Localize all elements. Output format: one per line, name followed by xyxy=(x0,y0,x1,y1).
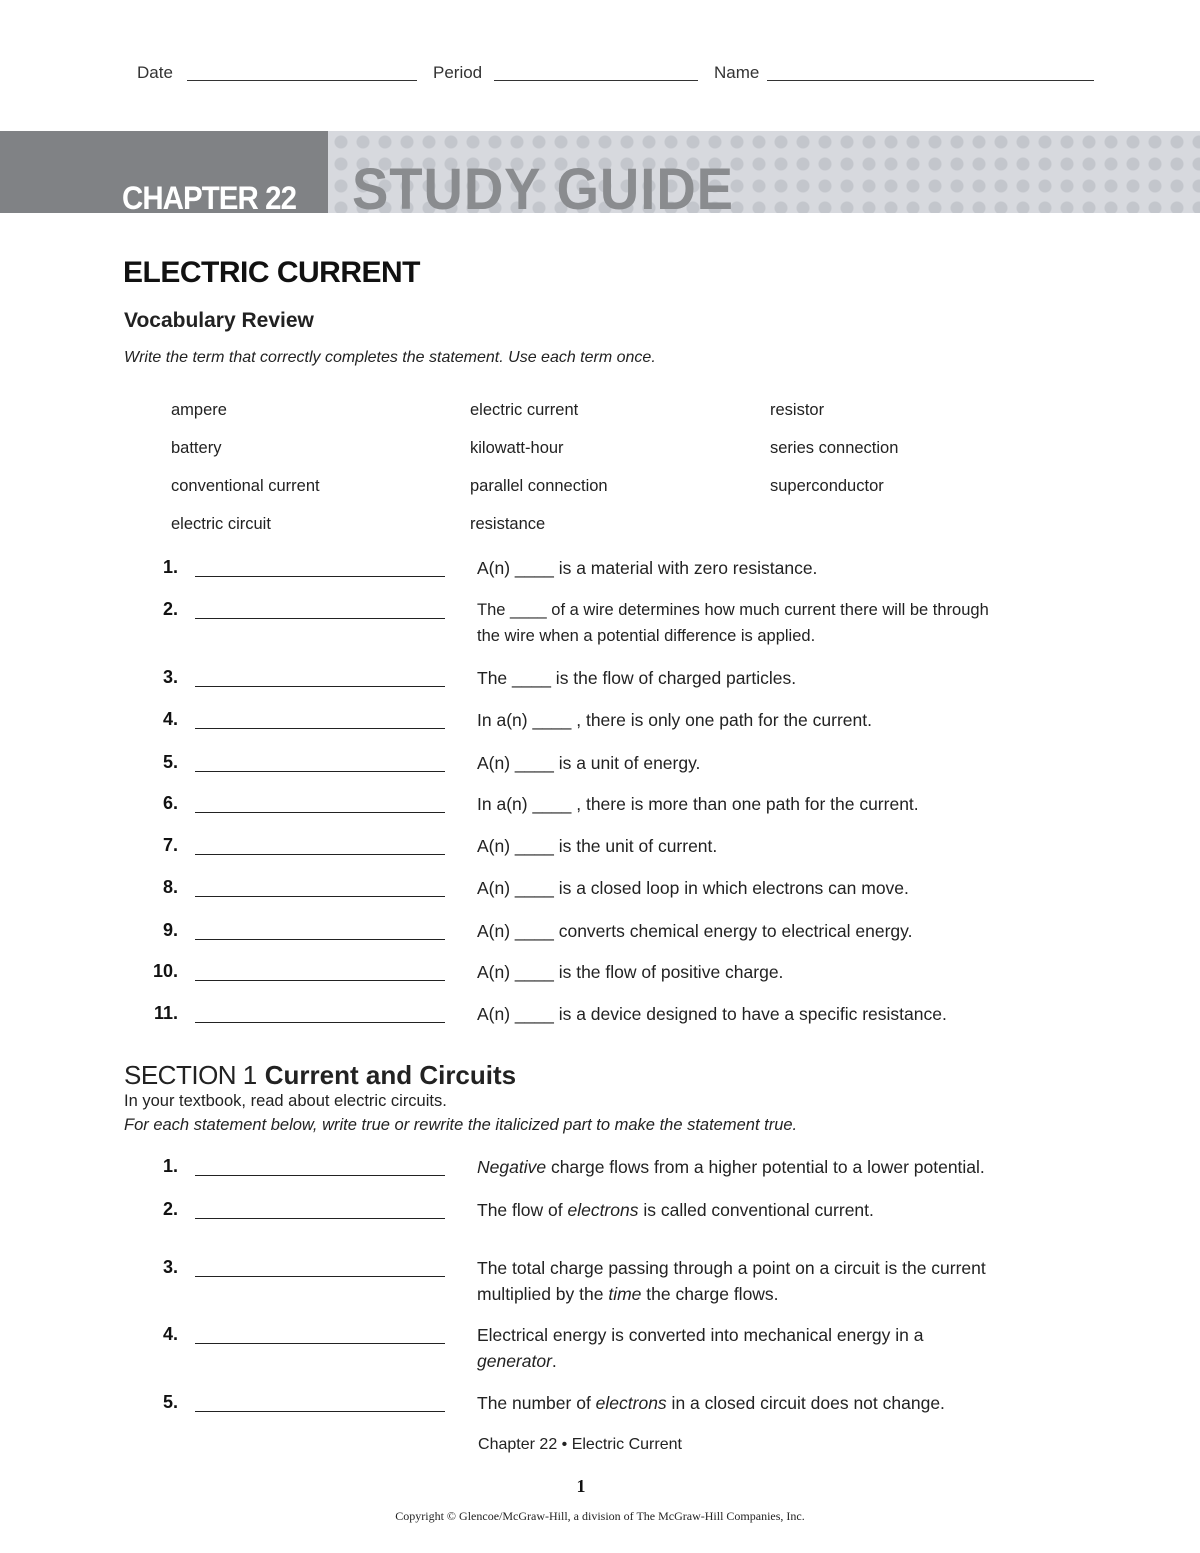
true-false-statement xyxy=(477,1322,1007,1374)
term-item: superconductor xyxy=(770,477,884,495)
question-statement: In a(n) ____ , there is only one path for the current. xyxy=(477,710,872,730)
italicized-part: time xyxy=(608,1284,642,1304)
question-number: 3. xyxy=(162,1257,178,1277)
term-item: conventional current xyxy=(171,477,320,495)
question-statement: A(n) ____ converts chemical energy to electrical energy. xyxy=(477,921,913,941)
true-false-statement xyxy=(477,1197,1077,1223)
study-guide-title: STUDY GUIDE xyxy=(352,160,734,213)
question-statement: The ____ is the flow of charged particles. xyxy=(477,668,797,688)
answer-blank[interactable] xyxy=(195,939,445,940)
vocab-heading: Vocabulary Review xyxy=(124,309,314,332)
italicized-part: generator xyxy=(477,1351,552,1371)
page-title: ELECTRIC CURRENT xyxy=(123,256,420,289)
answer-blank[interactable] xyxy=(195,1343,445,1344)
true-false-statement xyxy=(477,1154,1077,1180)
question-statement: A(n) ____ is the unit of current. xyxy=(477,836,718,856)
statement-text: The total charge passing through a point on a circuit is the current multiplied by the xyxy=(477,1258,986,1304)
answer-blank[interactable] xyxy=(195,1022,445,1023)
question-number: 7. xyxy=(162,835,178,855)
answer-blank[interactable] xyxy=(195,1411,445,1412)
date-field[interactable] xyxy=(187,80,417,81)
term-item: resistor xyxy=(770,401,825,419)
statement-text: Electrical energy is converted into mechanical energy in a xyxy=(477,1325,924,1345)
answer-blank[interactable] xyxy=(195,854,445,855)
term-item: parallel connection xyxy=(470,477,608,495)
question-number: 10. xyxy=(152,961,178,981)
vocab-instructions: Write the term that correctly completes the statement. Use each term once. xyxy=(124,349,656,366)
period-label: Period xyxy=(433,63,483,82)
footer-chapter: Chapter 22 • Electric Current xyxy=(478,1436,682,1453)
question-statement: A(n) ____ is a device designed to have a specific resistance. xyxy=(477,1004,947,1024)
statement-text: The number of xyxy=(477,1393,596,1413)
chapter-number: CHAPTER 22 xyxy=(122,180,297,216)
answer-blank[interactable] xyxy=(195,618,445,619)
statement-text: is called conventional current. xyxy=(638,1200,874,1220)
section-title: Current and Circuits xyxy=(264,1060,517,1090)
question-number: 1. xyxy=(162,557,178,577)
date-label: Date xyxy=(137,63,173,82)
question-number: 5. xyxy=(162,752,178,772)
question-statement: A(n) ____ is a closed loop in which electrons can move. xyxy=(477,878,909,898)
answer-blank[interactable] xyxy=(195,980,445,981)
copyright: Copyright © Glencoe/McGraw-Hill, a division of The McGraw-Hill Companies, Inc. xyxy=(395,1509,805,1523)
question-number: 9. xyxy=(162,920,178,940)
answer-blank[interactable] xyxy=(195,812,445,813)
term-item: ampere xyxy=(171,401,227,419)
italicized-part: electrons xyxy=(567,1200,639,1220)
statement-text: the charge flows. xyxy=(641,1284,779,1304)
answer-blank[interactable] xyxy=(195,771,445,772)
answer-blank[interactable] xyxy=(195,1175,445,1176)
section-reading-note: In your textbook, read about electric circuits. xyxy=(124,1092,447,1110)
answer-blank[interactable] xyxy=(195,686,445,687)
question-number: 3. xyxy=(162,667,178,687)
question-statement: A(n) ____ is the flow of positive charge. xyxy=(477,962,784,982)
answer-blank[interactable] xyxy=(195,1276,445,1277)
italicized-part: electrons xyxy=(595,1393,667,1413)
question-number: 2. xyxy=(162,599,178,619)
answer-blank[interactable] xyxy=(195,728,445,729)
section-heading xyxy=(124,1060,516,1091)
question-number: 4. xyxy=(162,709,178,729)
statement-text: charge flows from a higher potential to a lower potential. xyxy=(546,1157,985,1177)
question-number: 2. xyxy=(162,1199,178,1219)
page-number: 1 xyxy=(576,1476,586,1496)
term-item: electric circuit xyxy=(171,515,271,533)
name-field[interactable] xyxy=(767,80,1094,81)
statement-text: . xyxy=(551,1351,557,1371)
true-false-statement xyxy=(477,1390,1077,1416)
statement-text: in a closed circuit does not change. xyxy=(666,1393,945,1413)
period-field[interactable] xyxy=(494,80,698,81)
question-statement: A(n) ____ is a unit of energy. xyxy=(477,753,701,773)
answer-blank[interactable] xyxy=(195,1218,445,1219)
question-number: 11. xyxy=(153,1003,178,1023)
answer-blank[interactable] xyxy=(195,896,445,897)
name-label: Name xyxy=(714,63,760,82)
question-statement: The ____ of a wire determines how much current there will be through the wire when a potential difference is applied. xyxy=(477,601,989,645)
question-number: 1. xyxy=(162,1156,178,1176)
question-number: 5. xyxy=(162,1392,178,1412)
question-statement: In a(n) ____ , there is more than one path for the current. xyxy=(477,794,919,814)
section-instructions: For each statement below, write true or rewrite the italicized part to make the statement true. xyxy=(124,1116,798,1134)
true-false-statement xyxy=(477,1255,1007,1307)
question-number: 4. xyxy=(162,1324,178,1344)
term-item: battery xyxy=(171,439,222,457)
question-statement: A(n) ____ is a material with zero resistance. xyxy=(477,558,818,578)
answer-blank[interactable] xyxy=(195,576,445,577)
term-item: series connection xyxy=(770,439,899,457)
statement-text: The flow of xyxy=(477,1200,568,1220)
term-item: kilowatt-hour xyxy=(470,439,564,457)
question-number: 6. xyxy=(162,793,178,813)
question-number: 8. xyxy=(162,877,178,897)
italicized-part: Negative xyxy=(477,1157,547,1177)
term-item: electric current xyxy=(470,401,579,419)
section-label: SECTION 1 xyxy=(124,1060,257,1090)
term-item: resistance xyxy=(470,515,546,533)
